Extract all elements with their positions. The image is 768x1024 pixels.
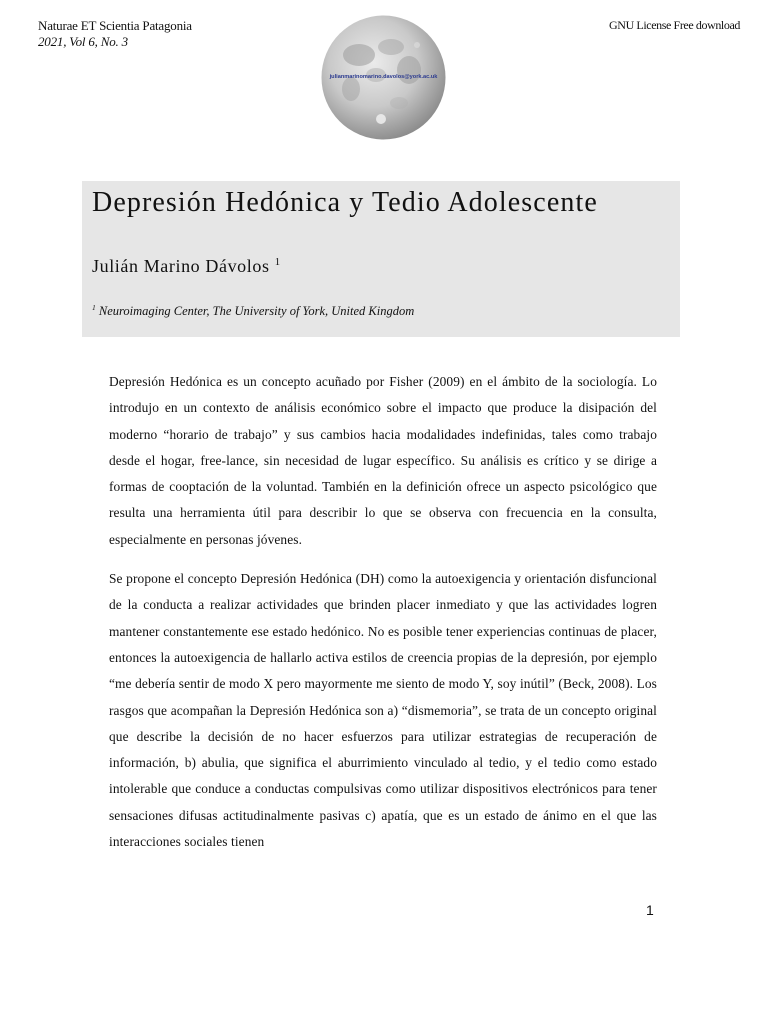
affiliation-text: Neuroimaging Center, The University of York, United Kingdom (98, 304, 415, 318)
journal-header (38, 18, 192, 50)
author-line (92, 256, 281, 277)
author-affiliation-marker: 1 (274, 256, 281, 268)
paragraph-1: Depresión Hedónica es un concepto acuñado por Fisher (2009) en el ámbito de la sociología. Lo introdujo en un contexto de análisis económico sobre el impacto que produce la disipación del moderno “horario de trabajo” y sus cambios hacia modalidades indefinidas, tales como trabajo desde el hogar, free-lance, sin necesidad de lugar específico. Su análisis es crítico y se dirige a formas de cooptación de la voluntad. También en la definición ofrece un aspecto psicológico que resulta una herramienta útil para describir lo que se observa con frecuencia en la consulta, especialmente en personas jóvenes. (109, 374, 657, 547)
title-block (82, 181, 680, 337)
journal-name: Naturae ET Scientia Patagonia (38, 18, 192, 33)
paragraph-2: Se propone el concepto Depresión Hedónica (DH) como la autoexigencia y orientación disfuncional de la conducta a realizar actividades que brinden placer inmediato y que las actividades logren mantener constantemente ese estado hedónico. No es posible tener experiencias continuas de placer, entonces la autoexigencia de hallarlo activa estilos de creencia propias de la depresión, por ejemplo “me debería sentir de modo X pero mayormente me siento de modo Y, soy inútil” (Beck, 2008). Los rasgos que acompañan la Depresión Hedónica son a) “dismemoria”, se trata de un concepto original que describe la decisión de no hacer esfuerzos para utilizar estrategias de recuperación de información, b) abulia, que significa el aburrimiento vinculado al tedio, y el tedio como estado intolerable que conduce a conductas compulsivas como utilizar dispositivos electrónicos para tener sensaciones difusas actitudinalmente pasivas c) apatía, que es un estado de ánimo en el que las interacciones sociales tienen (109, 571, 657, 850)
article-body (109, 369, 657, 868)
moon-logo (321, 15, 446, 140)
affiliation-marker: 1 (92, 302, 96, 312)
author-name: Julián Marino Dávolos (92, 256, 270, 276)
article-title: Depresión Hedónica y Tedio Adolescente (92, 187, 598, 218)
affiliation-line (92, 304, 414, 319)
page-number: 1 (646, 902, 654, 918)
license-note: GNU License Free download (609, 18, 740, 32)
logo-email: julianmarinomarino.davolos@york.ac.uk (329, 74, 438, 80)
journal-volume: 2021, Vol 6, No. 3 (38, 34, 128, 49)
